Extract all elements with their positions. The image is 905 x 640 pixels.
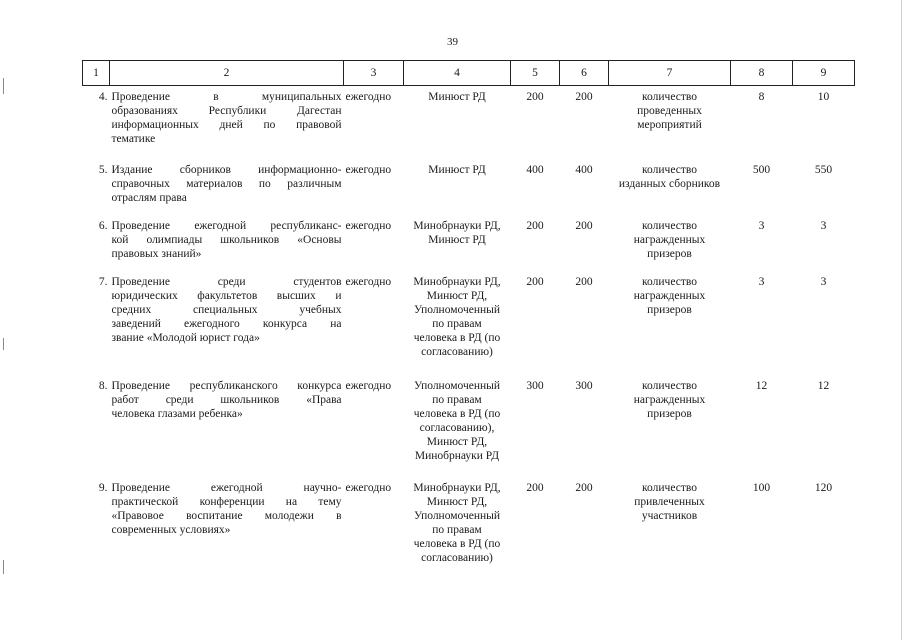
activity-cell: Проведение среди студентов юридических факультетов высших и средних специальных учебных заведений ежегодного конкурса на звание «Молодой юрист года» bbox=[111, 275, 342, 344]
table-row bbox=[83, 273, 855, 377]
value-cell: 3 bbox=[820, 219, 827, 232]
value-cell: 200 bbox=[526, 275, 544, 288]
value-cell: 200 bbox=[575, 275, 593, 288]
period-cell: ежегодно bbox=[345, 91, 392, 103]
indicator-cell: количество привлеченных участников bbox=[634, 481, 705, 522]
indicator-cell: количество награжденных призеров bbox=[633, 219, 706, 260]
value-cell: 12 bbox=[817, 379, 830, 392]
column-header: 2 bbox=[110, 61, 344, 86]
column-header: 5 bbox=[511, 61, 560, 86]
value-cell: 200 bbox=[526, 219, 544, 232]
value-cell: 200 bbox=[526, 481, 544, 494]
indicator-cell: количество изданных сборников bbox=[618, 163, 721, 190]
executor-cell: Минобрнауки РД, Минюст РД, Уполномоченный по правам человека в РД (по согласованию) bbox=[413, 481, 501, 564]
row-number: 6. bbox=[98, 219, 108, 232]
column-header: 8 bbox=[731, 61, 793, 86]
row-number: 9. bbox=[98, 481, 108, 494]
table-row bbox=[83, 377, 855, 479]
table-row bbox=[83, 161, 855, 217]
period-cell: ежегодно bbox=[345, 379, 392, 392]
value-cell: 200 bbox=[526, 91, 544, 103]
value-cell: 300 bbox=[575, 379, 593, 392]
value-cell: 200 bbox=[575, 219, 593, 232]
value-cell: 300 bbox=[526, 379, 544, 392]
indicator-cell: количество проведенных мероприятий bbox=[637, 91, 702, 131]
executor-cell: Минобрнауки РД, Минюст РД bbox=[413, 219, 501, 246]
column-header: 3 bbox=[344, 61, 404, 86]
indicator-cell: количество награжденных призеров bbox=[633, 379, 706, 420]
executor-cell: Минюст РД bbox=[428, 91, 486, 103]
period-cell: ежегодно bbox=[345, 275, 392, 288]
plan-table bbox=[82, 60, 855, 575]
executor-cell: Уполномоченный по правам человека в РД (по согласованию), Минюст РД, Минобрнауки РД bbox=[413, 379, 501, 462]
value-cell: 3 bbox=[758, 219, 765, 232]
scan-page-edge bbox=[901, 0, 902, 640]
column-header: 7 bbox=[609, 61, 731, 86]
page-number: 39 bbox=[447, 36, 458, 48]
row-number: 4. bbox=[98, 91, 108, 103]
activity-cell: Проведение в муниципальных образованиях Республики Дагестан информационных дней по правовой тематике bbox=[111, 91, 342, 145]
table-row bbox=[83, 86, 855, 161]
value-cell: 120 bbox=[814, 481, 833, 494]
indicator-cell: количество награжденных призеров bbox=[633, 275, 706, 316]
value-cell: 12 bbox=[755, 379, 768, 392]
value-cell: 8 bbox=[758, 91, 765, 103]
value-cell: 200 bbox=[575, 481, 593, 494]
period-cell: ежегодно bbox=[345, 163, 392, 176]
row-number: 7. bbox=[98, 275, 108, 288]
value-cell: 500 bbox=[752, 163, 771, 176]
value-cell: 550 bbox=[814, 163, 833, 176]
period-cell: ежегодно bbox=[345, 481, 392, 494]
value-cell: 3 bbox=[820, 275, 827, 288]
scan-margin-mark bbox=[3, 338, 4, 350]
value-cell: 100 bbox=[752, 481, 771, 494]
row-number: 8. bbox=[98, 379, 108, 392]
value-cell: 400 bbox=[575, 163, 593, 176]
scan-margin-mark bbox=[3, 560, 4, 574]
period-cell: ежегодно bbox=[345, 219, 392, 232]
column-header: 1 bbox=[83, 61, 110, 86]
value-cell: 200 bbox=[575, 91, 593, 103]
row-number: 5. bbox=[98, 163, 108, 176]
value-cell: 3 bbox=[758, 275, 765, 288]
activity-cell: Проведение ежегодной республиканс- кой олимпиады школьников «Основы правовых знаний» bbox=[111, 219, 342, 260]
table-row bbox=[83, 479, 855, 575]
table-row bbox=[83, 217, 855, 273]
header-row bbox=[83, 61, 855, 86]
column-header: 4 bbox=[404, 61, 511, 86]
activity-cell: Проведение республиканского конкурса работ среди школьников «Права человека глазами ребенка» bbox=[111, 379, 342, 420]
column-header: 9 bbox=[793, 61, 855, 86]
activity-cell: Проведение ежегодной научно- практической конференции на тему «Правовое воспитание молодежи в современных условиях» bbox=[111, 481, 342, 536]
value-cell: 400 bbox=[526, 163, 544, 176]
executor-cell: Минюст РД bbox=[428, 163, 486, 176]
executor-cell: Минобрнауки РД, Минюст РД, Уполномоченный по правам человека в РД (по согласованию) bbox=[413, 275, 501, 358]
value-cell: 10 bbox=[817, 91, 830, 103]
scan-margin-mark bbox=[3, 78, 4, 94]
column-header: 6 bbox=[560, 61, 609, 86]
activity-cell: Издание сборников информационно- справочных материалов по различным отраслям права bbox=[111, 163, 342, 204]
